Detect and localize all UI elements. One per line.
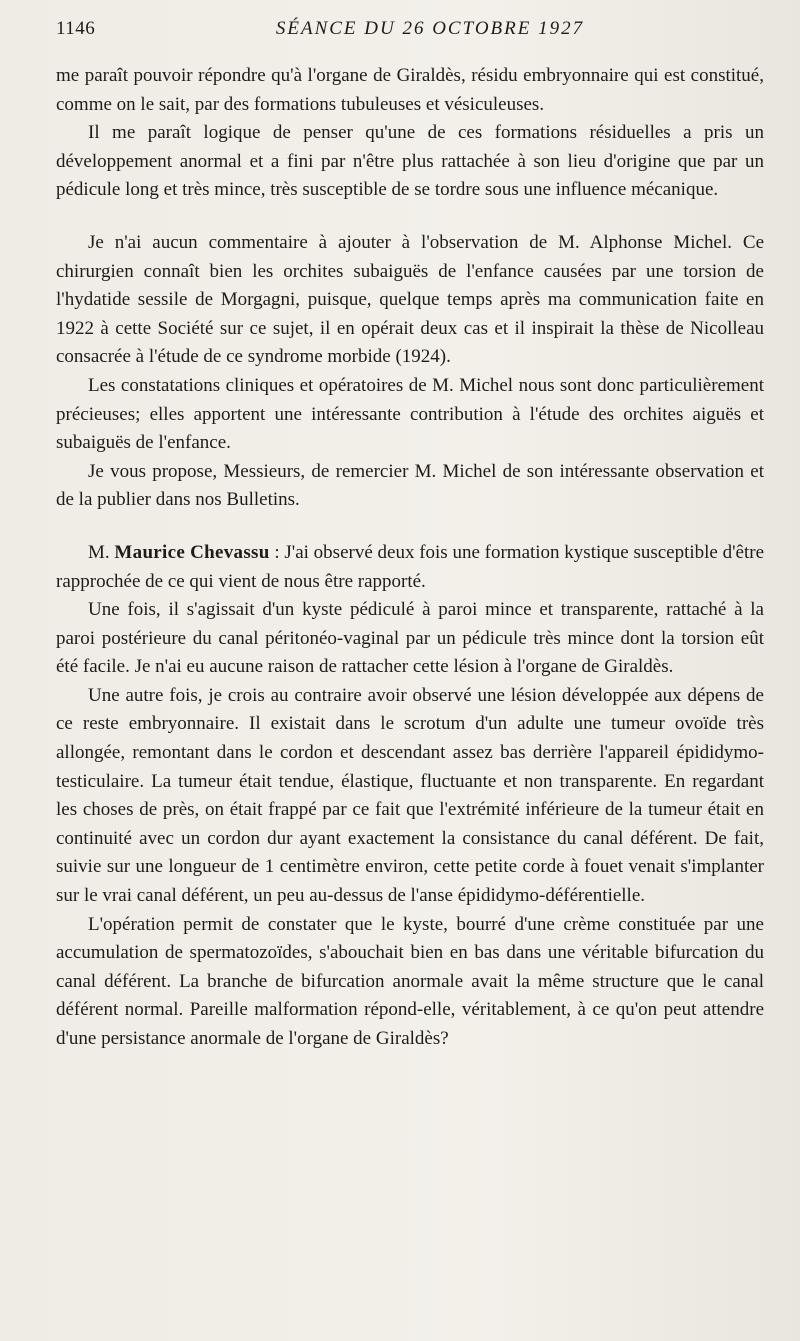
- paragraph-1: me paraît pouvoir répondre qu'à l'organe de Giraldès, résidu embryonnaire qui est constitué, comme on le sait, par des formations tubuleuses et vésiculeuses.: [56, 65, 764, 115]
- page-header: [56, 18, 764, 44]
- running-title: SÉANCE DU 26 OCTOBRE 1927: [275, 18, 585, 39]
- page-number: 1146: [56, 18, 96, 39]
- paragraph-3: Je n'ai aucun commentaire à ajouter à l'observation de M. Alphonse Michel. Ce chirurgien connaît bien les orchites subaiguës de l'enfance causées par une torsion de l'hydatide sessile de Morgagni, puisque, quelque temps après ma communication faite en 1922 à cette Société sur ce sujet, il en opérait deux cas et il inspirait la thèse de Nicolleau consacrée à l'étude de ce syndrome morbide (1924).: [56, 231, 764, 368]
- paragraph-4: Les constatations cliniques et opératoires de M. Michel nous sont donc particulièrement précieuses; elles apportent une intéressante contribution à l'étude des orchites aiguës et subaiguës de l'enfance.: [56, 374, 764, 454]
- paragraph-7: Une fois, il s'agissait d'un kyste pédiculé à paroi mince et transparente, rattaché à la paroi postérieure du canal péritonéo-vaginal par un pédicule très mince dont la torsion eût été facile. Je n'ai eu aucune raison de rattacher cette lésion à l'organe de Giraldès.: [56, 599, 764, 678]
- paragraph-8: Une autre fois, je crois au contraire avoir observé une lésion développée aux dépens de ce reste embryonnaire. Il existait dans le scrotum d'un adulte une tumeur ovoïde très allongée, remontant dans le cordon et descendant assez bas derrière l'appareil épididymo-testiculaire. La tumeur était tendue, élastique, fluctuante et non transparente. En regardant les choses de près, on était frappé par ce fait que l'extrémité inférieure de la tumeur était en continuité avec un cordon dur ayant exactement la consistance du canal déférent. De fait, suivie sur une longueur de 1 centimètre environ, cette petite corde à fouet venait s'implanter sur le vrai canal déférent, un peu au-dessus de l'anse épididymo-déférentielle.: [56, 684, 764, 907]
- paragraph-6: M. Maurice Chevassu : J'ai observé deux fois une formation kystique susceptible d'être rapprochée de ce qui vient de nous être rapporté.: [56, 541, 765, 592]
- speaker-name: Maurice Chevassu: [114, 541, 270, 563]
- paragraph-5: Je vous propose, Messieurs, de remercier M. Michel de son intéressante observation et de la publier dans nos Bulletins.: [56, 460, 764, 511]
- speaker-prefix: M.: [88, 541, 115, 563]
- paragraph-2: Il me paraît logique de penser qu'une de ces formations résiduelles a pris un développement anormal et a fini par n'être plus rattachée à son lieu d'origine que par un pédicule long et très mince, très susceptible de se tordre sous une influence mécanique.: [56, 122, 764, 201]
- body-text: [56, 62, 764, 1054]
- paragraph-9: L'opération permit de constater que le kyste, bourré d'une crème constituée par une accumulation de spermatozoïdes, s'abouchait bien en bas dans une véritable bifurcation du canal déférent. La branche de bifurcation anormale avait la même structure que le canal déférent normal. Pareille malformation répond-elle, véritablement, à ce qu'on peut attendre d'une persistance anormale de l'organe de Giraldès?: [56, 913, 764, 1049]
